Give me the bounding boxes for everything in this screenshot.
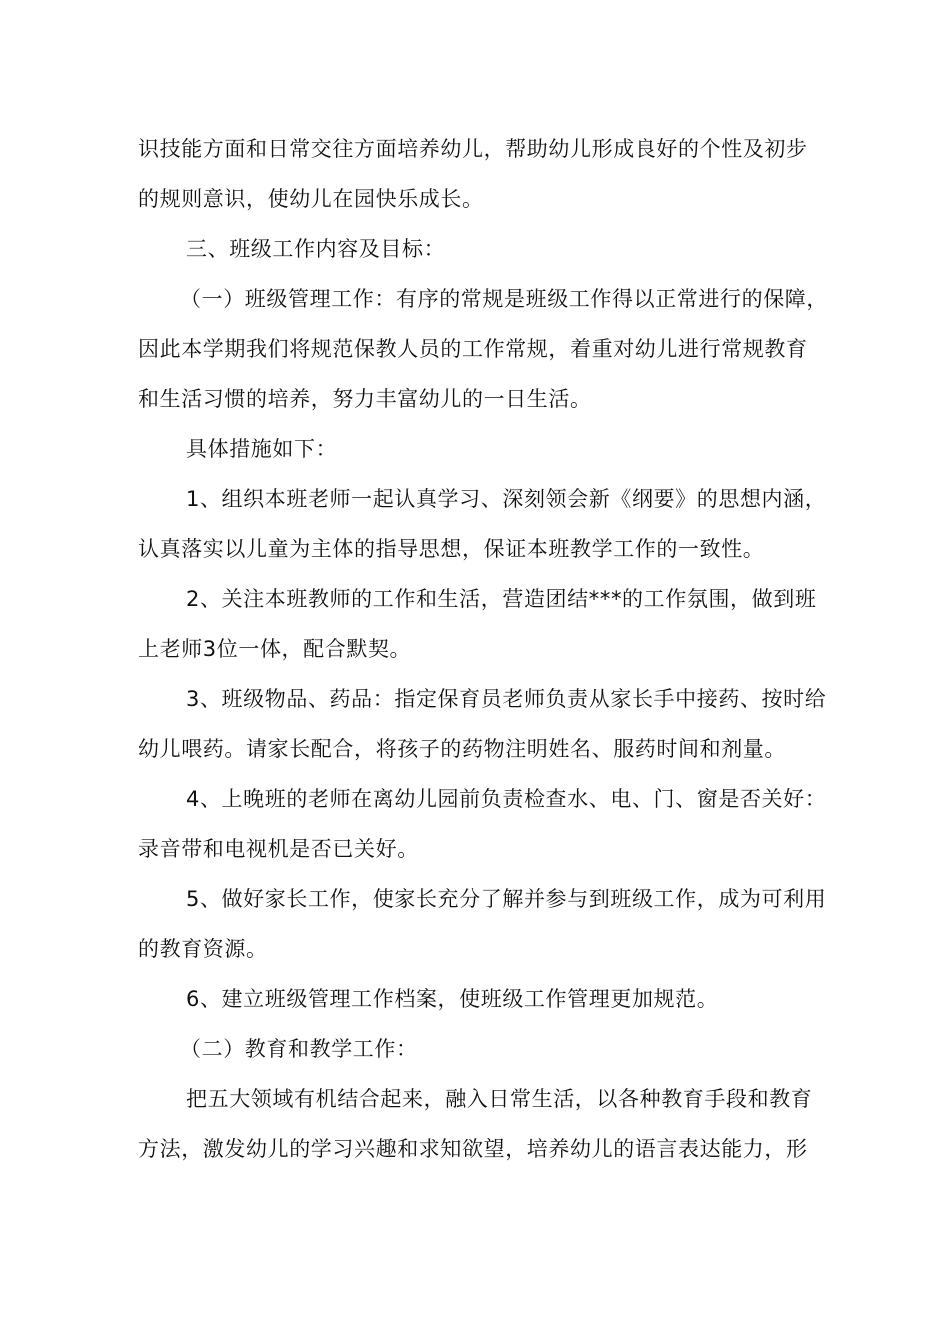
text-line: 上老师3位一体，配合默契。	[138, 637, 412, 661]
text-line: 因此本学期我们将规范保教人员的工作常规，着重对幼儿进行常规教育	[138, 337, 808, 361]
text-line: 和生活习惯的培养，努力丰富幼儿的一日生活。	[138, 387, 592, 411]
text-line: 认真落实以儿童为主体的指导思想，保证本班教学工作的一致性。	[138, 537, 765, 561]
text-line: （一）班级管理工作：有序的常规是班级工作得以正常进行的保障，	[180, 287, 828, 311]
text-line: 方法，激发幼儿的学习兴趣和求知欲望，培养幼儿的语言表达能力，形	[138, 1137, 808, 1161]
section-heading: 三、班级工作内容及目标：	[186, 237, 446, 261]
text-line: 录音带和电视机是否已关好。	[138, 837, 419, 861]
list-item: 2、关注本班教师的工作和生活，营造团结***的工作氛围，做到班	[186, 587, 817, 611]
text-line: 识技能方面和日常交往方面培养幼儿，帮助幼儿形成良好的个性及初步	[138, 137, 808, 161]
list-item: 4、上晚班的老师在离幼儿园前负责检查水、电、门、窗是否关好：	[186, 787, 827, 811]
list-item: 5、做好家长工作，使家长充分了解并参与到班级工作，成为可利用	[186, 887, 827, 911]
list-item: 6、建立班级管理工作档案，使班级工作管理更加规范。	[186, 987, 719, 1011]
text-line: 具体措施如下：	[186, 437, 338, 461]
list-item: 1、组织本班老师一起认真学习、深刻领会新《纲要》的思想内涵，	[186, 487, 827, 511]
text-line: 幼儿喂药。请家长配合，将孩子的药物注明姓名、服药时间和剂量。	[138, 737, 786, 761]
section-heading: （二）教育和教学工作：	[180, 1037, 418, 1061]
text-line: 把五大领域有机结合起来，融入日常生活，以各种教育手段和教育	[186, 1087, 813, 1111]
text-line: 的教育资源。	[138, 937, 268, 961]
list-item: 3、班级物品、药品：指定保育员老师负责从家长手中接药、按时给	[186, 687, 827, 711]
text-line: 的规则意识，使幼儿在园快乐成长。	[138, 187, 484, 211]
